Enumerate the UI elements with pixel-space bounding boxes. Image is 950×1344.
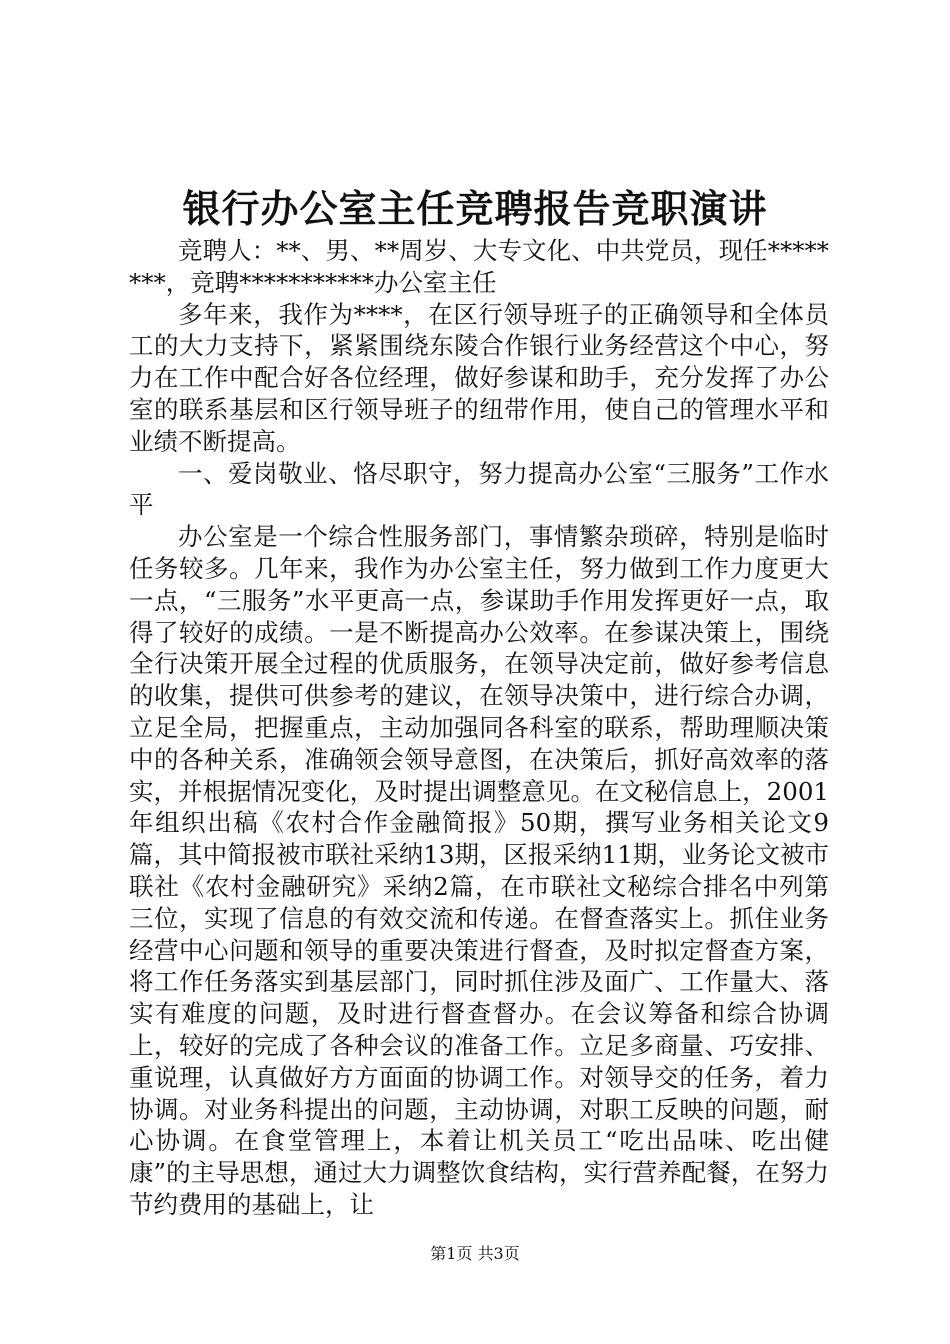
document-body bbox=[129, 235, 829, 1221]
page-number-footer: 第1页 共3页 bbox=[430, 1244, 520, 1263]
section-1-paragraph: 办公室是一个综合性服务部门，事情繁杂琐碎，特别是临时任务较多。几年来，我作为办公室主任，努力做到工作力度更大一点，“三服务”水平更高一点，参谋助手作用发挥更好一点，取得了较好的成绩。一是不断提高办公效率。在参谋决策上，围绕全行决策开展全过程的优质服务，在领导决定前，做好参考信息的收集，提供可供参考的建议，在领导决策中，进行综合办调，立足全局，把握重点，主动加强同各科室的联系，帮助理顺决策中的各种关系，准确领会领导意图，在决策后，抓好高效率的落实，并根据情况变化，及时提出调整意见。在文秘信息上，2001年组织出稿《农村合作金融简报》50期，撰写业务相关论文9篇，其中简报被市联社采纳13期，区报采纳11期，业务论文被市联社《农村金融研究》采纳2篇，在市联社文秘综合排名中列第三位，实现了信息的有效交流和传递。在督查落实上。抓住业务经营中心问题和领导的重要决策进行督查，及时拟定督查方案，将工作任务落实到基层部门，同时抓住涉及面广、工作量大、落实有难度的问题，及时进行督查督办。在会议筹备和综合协调上，较好的完成了各种会议的准备工作。立足多商量、巧安排、重说理，认真做好方方面面的协调工作。对领导交的任务，着力协调。对业务科提出的问题，主动协调，对职工反映的问题，耐心协调。在食堂管理上，本着让机关员工“吃出品味、吃出健康”的主导思想，通过大力调整饮食结构，实行营养配餐，在努力节约费用的基础上，让 bbox=[129, 522, 829, 1219]
section-heading-1: 一、爱岗敬业、恪尽职守，努力提高办公室“三服务”工作水平 bbox=[129, 458, 829, 520]
document-title: 银行办公室主任竞聘报告竞职演讲 bbox=[182, 186, 768, 231]
candidate-info-paragraph: 竞聘人：**、男、**周岁、大专文化、中共党员，现任********，竞聘***********办公室主任 bbox=[129, 236, 829, 297]
intro-paragraph: 多年来，我作为****，在区行领导班子的正确领导和全体员工的大力支持下，紧紧围绕东陵合作银行业务经营这个中心，努力在工作中配合好各位经理，做好参谋和助手，充分发挥了办公室的联系基层和区行领导班子的纽带作用，使自己的管理水平和业绩不断提高。 bbox=[129, 299, 829, 456]
